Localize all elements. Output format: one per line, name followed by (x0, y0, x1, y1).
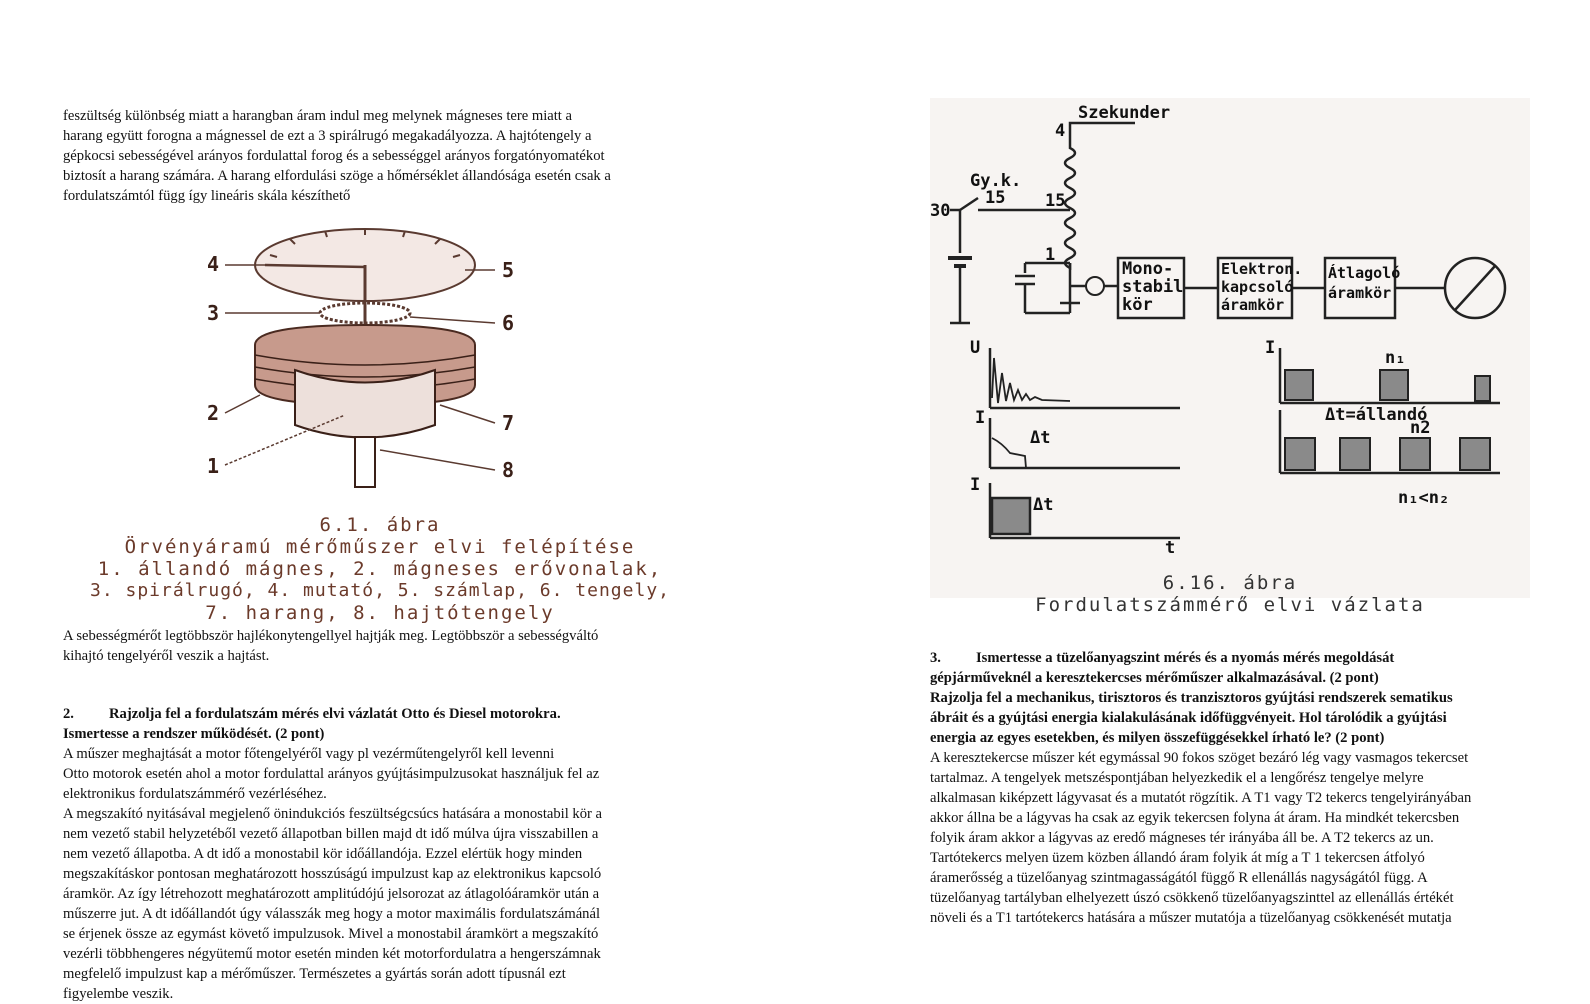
svg-text:stabil: stabil (1122, 277, 1184, 297)
question-3: 3. Ismertesse a tüzelőanyagszint mérés és a nyomás mérés megoldását gépjárműveknél a keresztekercses mérőműszer alkalmazásával. (2 pont) Rajzolja fel a mechanikus, tirisztoros és tranzisztoros gyújtási rendszerek sematikus ábráit és a gyújtási energia kialakulásának időfüggvényeit. Hol tárolódik a gyújtási energia az egyes esetekben, és milyen összefüggésekkel írható le? (2 pont) A keresztekercse műszer két egymással 90 fokos szöget bezáró lég vagy vasmagos tekercset tartalmaz. A tengelyek metszéspontjában helyezkedik el a lengőrész tengelye melyre alkalmasan kiképzett lágyvasat és a mutatót rögzítik. A T1 vagy T2 tekercs tengelyirányában akkor állna be a lágyvas ha csak az egyik tekercsen folyna át áram. Ha mindkét tekercsben folyik áram akkor a lágyvas az eredő mágneses tér irányába áll be. A T2 tekercs az un. Tartótekercs melyen üzem közben állandó áram folyik át míg a T 1 tekercsen átfolyó áramerősség a tüzelőanyag szintmagasságától függő R ellenállás nagyságától függ. A tüzelőanyag tartályban elhelyezett úszó csökkenő tüzelőanyagszinttel az ellenállás értékét növeli és a T1 tartótekercs hatására a műszer mutatója a tüzelőanyag csökkenését mutatja (930, 650, 1472, 926)
svg-text:15: 15 (985, 188, 1006, 208)
svg-text:I: I (970, 475, 981, 495)
svg-text:n2: n2 (1410, 418, 1431, 438)
figure2-caption: 6.16. ábra Fordulatszámmérő elvi vázlata (1035, 572, 1425, 616)
label-szekunder: Szekunder (1078, 103, 1171, 123)
svg-text:Elektron.: Elektron. (1221, 260, 1303, 278)
question-2: 2. Rajzolja fel a fordulatszám mérés elvi vázlatát Otto és Diesel motorokra. Ismertesse a rendszer működését. (2 pont) A műszer meghajtását a motor főtengelyéről vagy pl vezérműtengelyről kell levenni Otto motorok esetén ahol a motor fordulattal arányos gyújtásimpulzusokat használjuk fel az elektronikus fordulatszámmérő vezérléséhez. A megszakító nyitásával megjelenő önindukciós feszültségcsúcs hatására a monostabil kör a nem vezető stabil helyzetéből vezető állapotban billen majd dt idő múlva újra visszabillen a nem vezető állapotba. A dt idő a monostabil kör időállandója. Ezzel elértük hogy minden megszakításkor pontosan meghatározott hosszúságú impulzust kap az elektronikus kapcsoló áramkör. Az így létrehozott meghatározott amplitúdójú jelsorozat az átlagolóáramkör után a műszerre jut. A dt időállandót úgy válasszák meg hogy a motor maximális fordulatszámánál se érjenek össze az egymást követő impulzusok. Mivel a monostabil áramkört a megszakító vezérli többhengeres négyütemű motor esetén minden két motorfordulatra a hengerszámnak megfelelő impulzust kap a mérőműszer. Természetes a gyártás során adott típusnál ezt figyelembe veszik. (63, 706, 603, 1002)
svg-text:áramkör: áramkör (1328, 284, 1392, 302)
svg-text:I: I (1265, 338, 1276, 358)
svg-text:Átlagoló: Átlagoló (1328, 264, 1401, 282)
fig1-label-8: 8 (502, 458, 515, 482)
eddy-current-meter-figure (195, 225, 535, 495)
right-page (790, 0, 1590, 1003)
fig1-label-6: 6 (502, 311, 515, 335)
fig1-label-7: 7 (502, 411, 515, 435)
svg-text:kapcsoló: kapcsoló (1221, 278, 1294, 296)
svg-text:áramkör: áramkör (1221, 296, 1285, 314)
svg-text:30: 30 (930, 201, 951, 221)
fig1-label-4: 4 (207, 252, 220, 276)
svg-text:Δt: Δt (1030, 428, 1051, 448)
question-2-number: 2. (63, 706, 74, 722)
question-2-title: Rajzolja fel a fordulatszám mérés elvi vázlatát Otto és Diesel motorokra. (109, 706, 561, 722)
after-figure-paragraph: A sebességmérőt legtöbbször hajlékonytengellyel hajtják meg. Legtöbbször a sebességváltó kihajtó tengelyéről veszik a hajtást. (63, 628, 599, 664)
svg-text:Gy.k.: Gy.k. (970, 171, 1022, 191)
svg-text:Mono-: Mono- (1122, 259, 1174, 279)
svg-text:n₁<n₂: n₁<n₂ (1398, 488, 1450, 508)
svg-text:Δt: Δt (1033, 495, 1054, 515)
fig1-label-2: 2 (207, 401, 220, 425)
svg-text:kör: kör (1122, 295, 1153, 315)
drive-shaft (355, 437, 375, 487)
question-3-number: 3. (930, 650, 941, 666)
intro-paragraph: feszültség különbség miatt a harangban áram indul meg melynek mágneses tere miatt a harang együtt forogna a mágnessel de ezt a 3 spirálrugó megakadályozza. A hajtótengely a gépkocsi sebességével arányos fordulattal forog és a sebességgel arányos forgatónyomatékot biztosít a harang számára. A harang elfordulási szöge a hőmérséklet állandósága esetén csak a fordulatszámtól függ így lineáris skála készíthető (63, 108, 611, 204)
svg-text:15: 15 (1045, 191, 1066, 211)
svg-text:I: I (975, 408, 986, 428)
svg-text:4: 4 (1055, 121, 1066, 141)
question-3-title: Ismertesse a tüzelőanyagszint mérés és a nyomás mérés megoldását (976, 650, 1395, 666)
svg-text:1: 1 (1045, 245, 1056, 265)
left-page (0, 0, 790, 1003)
svg-text:t: t (1165, 538, 1176, 558)
svg-text:Δt=állandó: Δt=állandó (1325, 405, 1428, 425)
tachometer-schematic-figure (930, 98, 1530, 598)
fig1-label-5: 5 (502, 258, 515, 282)
figure1-caption: 6.1. ábra Örvényáramú mérőműszer elvi felépítése 1. állandó mágnes, 2. mágneses erővonalak, 3. spirálrugó, 4. mutató, 5. számlap, 6. tengely, 7. harang, 8. hajtótengely (89, 514, 670, 624)
svg-text:n₁: n₁ (1385, 348, 1406, 368)
fig1-label-1: 1 (207, 454, 220, 478)
svg-text:U: U (970, 338, 981, 358)
fig1-label-3: 3 (207, 301, 220, 325)
